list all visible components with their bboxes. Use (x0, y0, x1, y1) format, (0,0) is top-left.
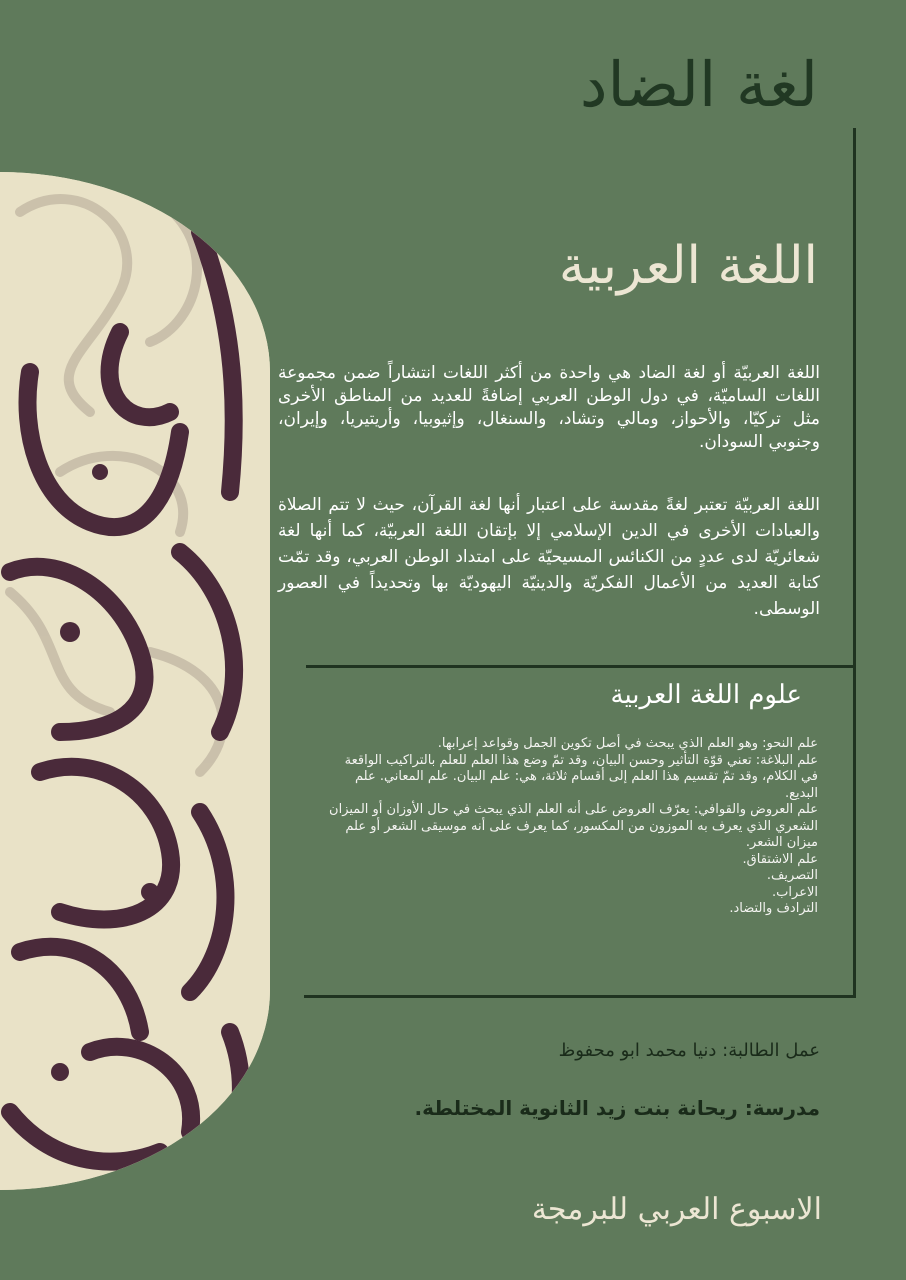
sacred-paragraph: اللغة العربيّة تعتبر لغةً مقدسة على اعتبار أنها لغة القرآن، حيث لا تتم الصلاة والعبادات الأخرى في الدين الإسلامي إلا بإتقان اللغة العربيّة، كما أنها لغة شعائريّة لدى عددٍ من الكنائس المسيحيّة على امتداد الوطن العربي، وقد تمّت كتابة العديد من الأعمال الفكريّة والدينيّة اليهوديّة بها وتحديداً في العصور الوسطى. (278, 495, 820, 619)
page-title: لغة الضاد (579, 48, 818, 121)
student-credit: عمل الطالبة: دنيا محمد ابو محفوظ (558, 1040, 820, 1061)
sciences-heading: علوم اللغة العربية (610, 680, 802, 710)
section-heading: اللغة العربية (558, 236, 818, 296)
list-item: التصريف. (766, 868, 818, 883)
intro-paragraph: اللغة العربيّة أو لغة الضاد هي واحدة من أكثر اللغات انتشاراً ضمن مجموعة اللغات الساميّة، في دول الوطن العربي إضافةً للعديد من المناطق الأخرى مثل تركيّا، والأحواز، ومالي وتشاد، والسنغال، وإثيوبيا، وأريتيريا، وإيران، وجنوبي السودان. (278, 363, 820, 452)
list-item: علم الاشتقاق. (742, 851, 818, 867)
list-item: الترادف والتضاد. (729, 901, 818, 916)
sciences-list (328, 736, 818, 918)
calligraphy-art-image (0, 172, 270, 1190)
divider-top (306, 665, 854, 668)
list-item: الاعراب. (772, 884, 818, 900)
list-item: علم النحو: وهو العلم الذي يبحث في أصل تكوين الجمل وقواعد إعرابها. (437, 736, 818, 751)
calligraphy-art-panel (0, 172, 270, 1190)
divider-bottom (304, 995, 854, 998)
footer-text: الاسبوع العربي للبرمجة (531, 1192, 822, 1227)
school-credit: مدرسة: ريحانة بنت زيد الثانوية المختلطة. (414, 1096, 820, 1120)
vertical-divider (853, 128, 856, 998)
list-item: علم العروض والقوافي: يعرّف العروض على أنه العلم الذي يبحث في حال الأوزان أو الميزان الشعري الذي يعرف به الموزون من المكسور، كما يعرف على أنه موسيقى الشعر أو علم ميزان الشعر. (329, 802, 818, 850)
list-item: علم البلاغة: تعني قوّة التأثير وحسن البيان، وقد تمّ وضع هذا العلم للعلم بالتراكيب الواقعة في الكلام، وقد تمّ تقسيم هذا العلم إلى أقسام ثلاثة، هي: علم البيان. علم المعاني. علم البديع. (344, 752, 818, 801)
